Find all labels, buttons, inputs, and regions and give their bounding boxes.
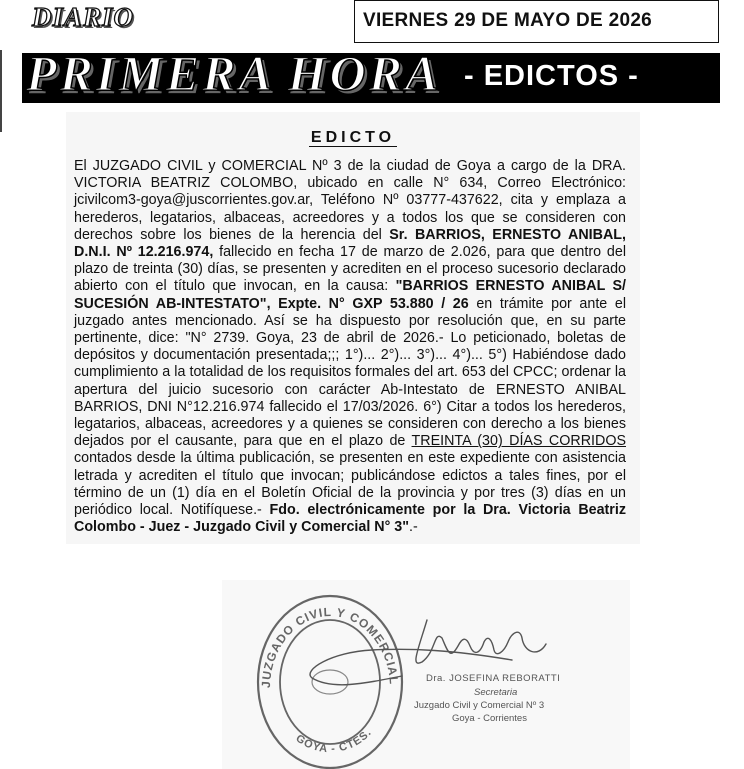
edicto-text-3: en trámite por ante el juzgado antes mencionado. Así se ha dispuesto por resolución que, en su parte pertinente, dice: "N° 2739. Goya, 23 de abril de 2026.- Lo peticionado, boletas de depósitos y documentación presentada;;; 1°)... 2°)... 3°)... 4°)... 5°) Habiéndose dado cumplimiento a la totalidad de los requisitos formales del art. 653 del CPCC; ordenar la apertura del juicio sucesorio con carácter Ab-Intestato de ERNESTO ANIBAL BARRIOS, DNI N°12.216.974 fallecido el 17/03/2026. 6°) Citar a todos los herederos, legatarios, albaceas, acreedores y a quienes se consideren con derecho a los bienes dejados por el causante, para que en el plazo de bbox=[74, 295, 626, 450]
section-label: - EDICTOS - bbox=[464, 60, 639, 92]
signature-line: Fdo. electrónicamente por la Dra. Victoria Beatriz Colombo - Juez - Juzgado Civil y Comercial N° 3" bbox=[74, 502, 626, 536]
signatory-name: Dra. JOSEFINA REBORATTI bbox=[426, 673, 561, 684]
seal-rings bbox=[258, 596, 402, 768]
stamp-panel bbox=[222, 580, 630, 769]
issue-date: VIERNES 29 DE MAYO DE 2026 bbox=[363, 10, 653, 31]
seal-emblem bbox=[312, 670, 348, 694]
seal-ring-text-bottom bbox=[293, 727, 374, 756]
seal-ring-text-bottom-path: GOYA - CTES. bbox=[293, 726, 375, 756]
masthead-band bbox=[22, 45, 720, 103]
edicto-text-1: El JUZGADO CIVIL y COMERCIAL Nº 3 de la ciudad de Goya a cargo de la DRA. VICTORIA BEATRIZ COLOMBO, ubicado en calle N° 634, Correo Electrónico: jcivilcom3-goya@juscorrientes.gov.ar, Teléfono Nº 03777-437622, cita y emplaza a herederos, legatarios, albaceas, acreedores y a todos los que se consideren con derechos sobre los bienes de la herencia del bbox=[74, 158, 626, 243]
case-caption: "BARRIOS ERNESTO ANIBAL S/ SUCESIÓN AB-INTESTATO", Expte. N° GXP 53.880 / 26 bbox=[74, 278, 626, 312]
edicto-body bbox=[74, 158, 626, 536]
signatory-court: Juzgado Civil y Comercial Nº 3 bbox=[414, 700, 545, 711]
edicto-title bbox=[66, 129, 640, 147]
brand-diario: DIARIO bbox=[32, 2, 135, 32]
page-edge-line bbox=[0, 50, 2, 132]
signatory-title: Secretaria bbox=[474, 687, 518, 698]
term-underlined: TREINTA (30) DÍAS CORRIDOS bbox=[411, 433, 626, 450]
brand-primera-hora: PRIMERA HORA bbox=[26, 45, 442, 101]
edicto-text-5: .- bbox=[409, 519, 418, 536]
date-box bbox=[354, 0, 719, 43]
edicto-text-4: contados desde la última publicación, se presenten en este expediente con asistencia letrada y acrediten el título que invocan; publicándose edictos a tales fines, por el término de un (1) día en el Boletín Oficial de la provincia y por tres (3) días en un periódico local. Notifíquese.- bbox=[74, 450, 626, 519]
deceased-name: Sr. BARRIOS, ERNESTO ANIBAL, D.N.I. Nº 12.216.974, bbox=[74, 226, 626, 261]
edicto-text-2: fallecido en fecha 17 de marzo de 2.026, para que dentro del plazo de treinta (30) días, se presenten y acrediten en el proceso sucesorio declarado abierto con el título que invocan, en la causa: bbox=[74, 244, 626, 295]
seal-ring-text-top-path: JUZGADO CIVIL Y COMERCIAL bbox=[258, 604, 402, 689]
edicto-title-text: EDICTO bbox=[310, 129, 396, 146]
edicto-panel bbox=[66, 112, 640, 544]
signatory-location: Goya - Corrientes bbox=[452, 713, 527, 724]
masthead-top bbox=[22, 0, 720, 44]
